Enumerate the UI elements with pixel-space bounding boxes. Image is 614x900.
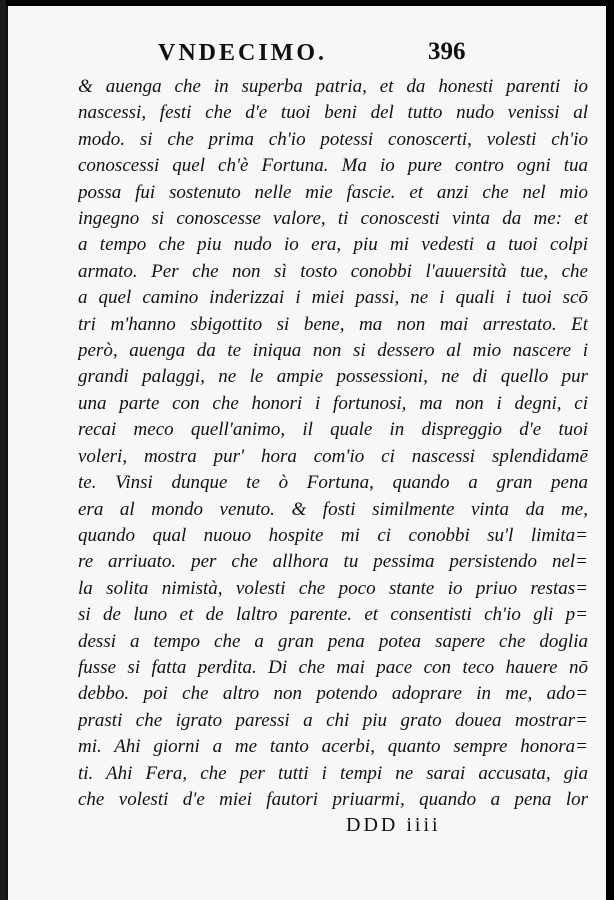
text-line: dessi a tempo che a gran pena potea sapere che doglia	[78, 630, 588, 652]
text-line: voleri, mostra pur' hora com'io ci nascessi splendidamē	[78, 445, 588, 467]
text-line: ingegno si conoscesse valore, ti conoscesti vinta da me: et	[78, 208, 588, 230]
text-line: re arriuato. per che allhora tu pessima persistendo nel=	[78, 551, 588, 573]
text-line: mi. Ahi giorni a me tanto acerbi, quanto sempre honora=	[78, 736, 588, 758]
text-line: quando qual nuouo hospite mi ci conobbi su'l limita=	[78, 524, 588, 546]
text-line: ti. Ahi Fera, che per tutti i tempi ne sarai accusata, gia	[78, 762, 588, 784]
text-line: nascessi, festi che d'e tuoi beni del tutto nudo venissi al	[78, 102, 588, 124]
text-line: fusse si fatta perdita. Di che mai pace con teco hauere nō	[78, 656, 588, 678]
signature-mark: DDD iiii	[346, 814, 441, 836]
text-line: te. Vinsi dunque te ò Fortuna, quando a gran pena	[78, 472, 588, 494]
text-line: si de luno et de laltro parente. et consentisti ch'io gli p=	[78, 604, 588, 626]
text-line: & auenga che in superba patria, et da honesti parenti io	[78, 76, 588, 97]
running-title: VNDECIMO.	[158, 40, 327, 66]
text-line: che volesti d'e miei fautori priuarmi, quando a pena lor	[78, 788, 588, 810]
text-line: la solita nimistà, volesti che poco stante io priuo restas=	[78, 577, 588, 599]
text-line: a tempo che piu nudo io era, piu mi vedesti a tuoi colpi	[78, 234, 588, 256]
text-line: una parte con che honori i fortunosi, ma non i degni, ci	[78, 392, 588, 414]
text-line: era al mondo venuto. & fosti similmente vinta da me,	[78, 498, 588, 520]
book-page	[6, 6, 606, 900]
page-number: 396	[428, 38, 466, 65]
text-line: modo. si che prima ch'io potessi conoscerti, volesti ch'io	[78, 128, 588, 150]
text-line: prasti che igrato paressi a chi piu grato douea mostrar=	[78, 709, 588, 731]
text-line: possa fui sostenuto nelle mie fascie. et anzi che nel mio	[78, 181, 588, 203]
text-line: armato. Per che non sì tosto conobbi l'auuersità tue, che	[78, 260, 588, 282]
text-line: debbo. poi che altro non potendo adoprare in me, ado=	[78, 683, 588, 705]
text-line: grandi palaggi, ne le ampie possessioni, ne di quello pur	[78, 366, 588, 388]
page-header	[8, 36, 606, 76]
body-text	[78, 74, 588, 813]
text-line: tri m'hanno sbigottito si bene, ma non mai arrestato. Et	[78, 313, 588, 335]
text-line: recai meco quell'animo, il quale in dispreggio d'e tuoi	[78, 419, 588, 441]
text-line: a quel camino inderizzai i miei passi, ne i quali i tuoi scō	[78, 287, 588, 309]
text-line: conoscessi quel ch'è Fortuna. Ma io pure contro ogni tua	[78, 155, 588, 177]
text-line: però, auenga da te iniqua non si dessero al mio nascere i	[78, 340, 588, 362]
